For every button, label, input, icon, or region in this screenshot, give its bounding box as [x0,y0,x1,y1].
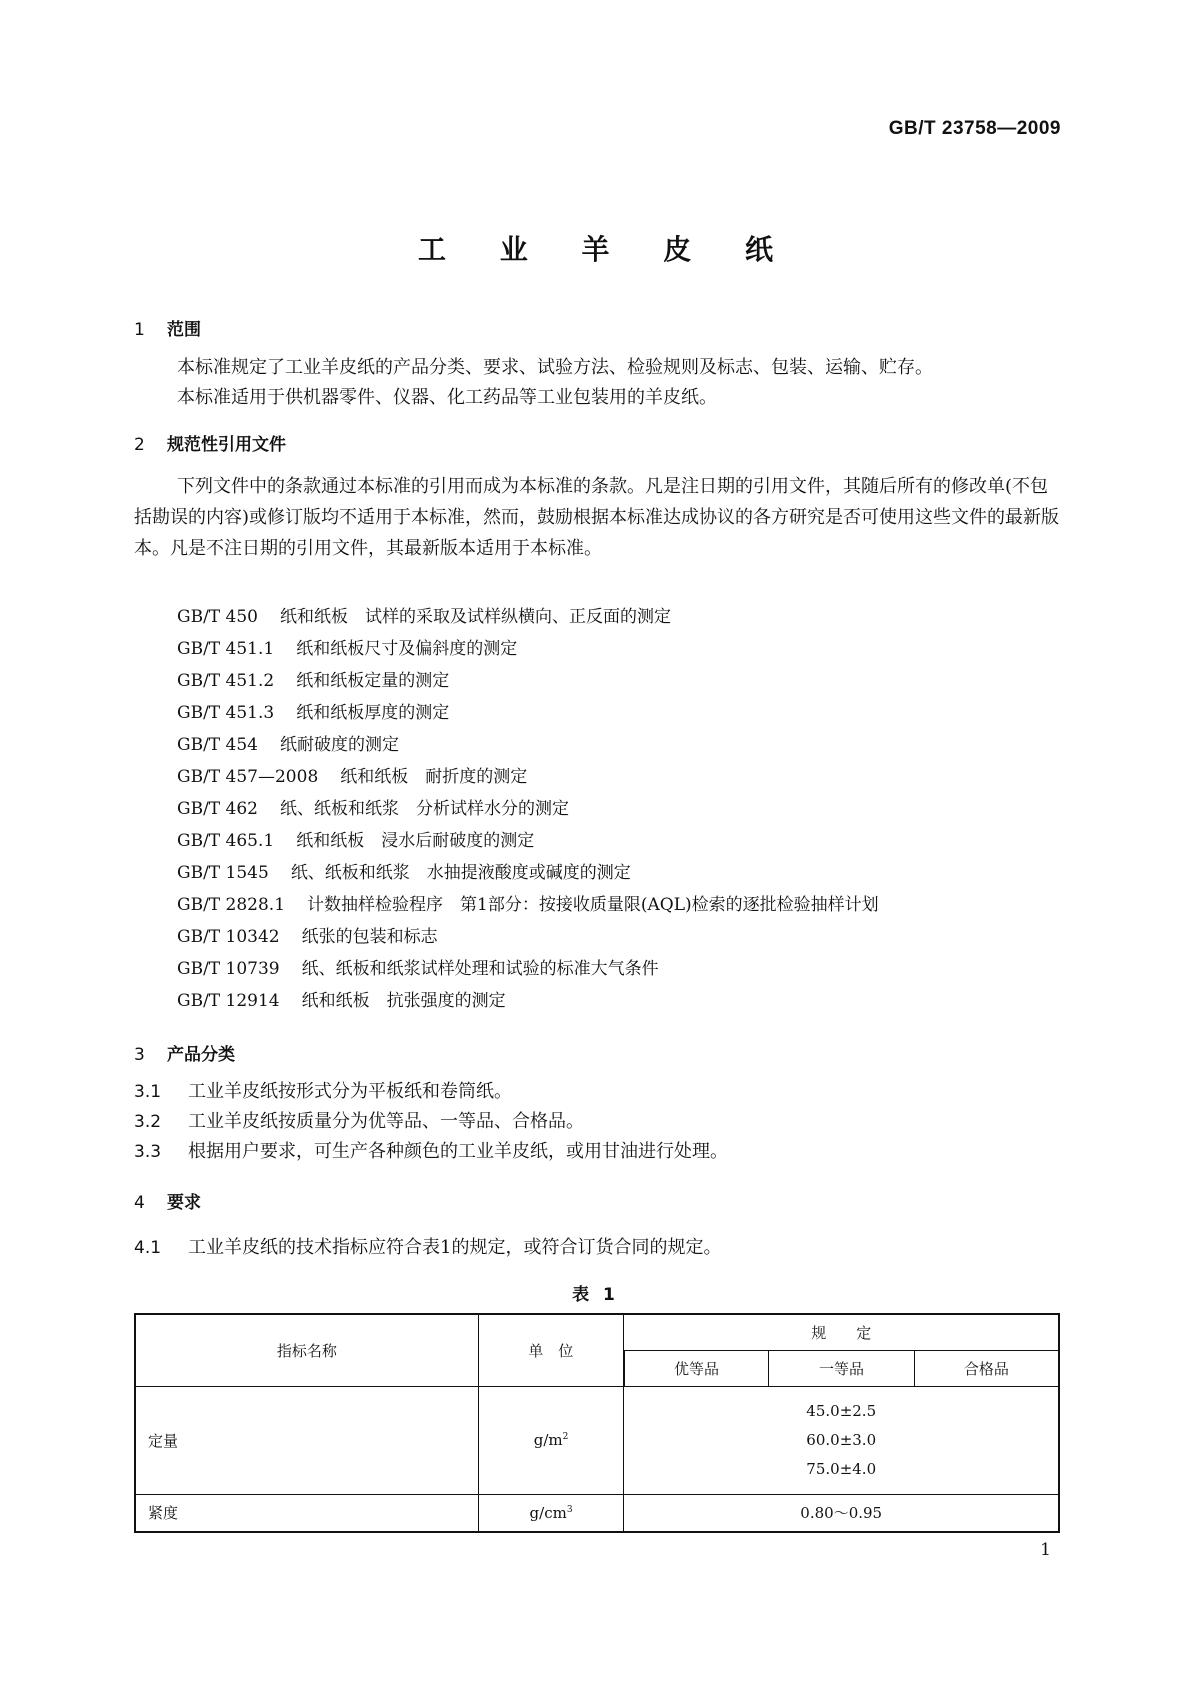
reference-item [177,857,879,889]
spec-values [624,1386,1059,1494]
table-caption: 表 1 [572,1285,619,1305]
section-3-heading [134,1040,235,1065]
unit-cell [478,1494,624,1532]
clause-3-3 [134,1136,728,1168]
reference-code: GB/T 465.1 [177,831,275,851]
paragraph: 下列文件中的条款通过本标准的引用而成为本标准的条款。凡是注日期的引用文件，其随后所有的修改单(不包括勘误的内容)或修订版均不适用于本标准，然而，鼓励根据本标准达成协议的各方研究是否可使用这些文件的最新版本。凡是不注日期的引用文件，其最新版本适用于本标准。 [134,476,1060,559]
reference-item [177,665,879,697]
spec-value: 45.0±2.5 [806,1401,877,1420]
unit-exponent: 3 [566,1504,573,1515]
section-title: 范围 [167,320,201,340]
reference-title: 纸和纸板定量的测定 [296,671,450,691]
standard-code: GB/T 23758—2009 [888,118,1061,139]
section-title: 规范性引用文件 [167,435,286,455]
indicator-name: 定量 [135,1386,478,1494]
reference-item [177,697,879,729]
clause-3-2 [134,1106,584,1138]
unit-base: g/cm [529,1503,567,1522]
reference-item [177,601,879,633]
header-grade-first: 一等品 [769,1350,915,1386]
clause-text: 工业羊皮纸按形式分为平板纸和卷筒纸。 [188,1081,512,1102]
reference-item [177,729,879,761]
clause-text: 工业羊皮纸的技术指标应符合表1的规定，或符合订货合同的规定。 [188,1237,722,1258]
clause-number: 3.3 [134,1142,162,1162]
reference-item [177,889,879,921]
reference-title: 纸、纸板和纸浆 分析试样水分的测定 [280,799,569,819]
clause-text: 根据用户要求，可生产各种颜色的工业羊皮纸，或用甘油进行处理。 [188,1141,728,1162]
reference-code: GB/T 454 [177,735,258,755]
reference-code: GB/T 10342 [177,927,280,947]
clause-4-1 [134,1232,721,1264]
header-indicator: 指标名称 [135,1314,478,1386]
table-row [135,1386,1059,1494]
section-1-heading [134,315,201,340]
section-number: 3 [134,1045,145,1065]
reference-title: 纸、纸板和纸浆 水抽提液酸度或碱度的测定 [290,863,631,883]
clause-number: 3.2 [134,1112,162,1132]
unit-exponent: 2 [562,1432,569,1442]
header-spec: 规 定 [624,1314,1059,1350]
section-number: 4 [134,1193,145,1213]
reference-item [177,921,879,953]
reference-code: GB/T 1545 [177,863,269,883]
reference-title: 纸和纸板尺寸及偏斜度的测定 [296,639,518,659]
unit-base: g/m [533,1431,563,1449]
reference-item [177,825,879,857]
paragraph: 本标准适用于供机器零件、仪器、化工药品等工业包装用的羊皮纸。 [177,387,717,408]
spec-value: 60.0±3.0 [806,1430,877,1449]
reference-code: GB/T 462 [177,799,258,819]
spec-value: 75.0±4.0 [806,1459,877,1478]
reference-title: 纸、纸板和纸浆试样处理和试验的标准大气条件 [301,959,659,979]
spec-value: 0.80～0.95 [624,1494,1059,1532]
header-grade-premium: 优等品 [624,1350,769,1386]
reference-code: GB/T 450 [177,607,258,627]
reference-item [177,793,879,825]
table-row [135,1494,1059,1532]
reference-title: 纸和纸板 耐折度的测定 [340,767,528,787]
reference-code: GB/T 451.1 [177,639,275,659]
indicator-name: 紧度 [135,1494,478,1532]
reference-item [177,633,879,665]
spec-table [134,1313,1060,1533]
clause-3-1 [134,1076,512,1108]
reference-code: GB/T 2828.1 [177,895,286,915]
reference-title: 纸张的包装和标志 [301,927,438,947]
reference-title: 纸和纸板厚度的测定 [296,703,450,723]
reference-title: 纸和纸板 试样的采取及试样纵横向、正反面的测定 [280,607,671,627]
section-4-heading [134,1188,201,1213]
reference-code: GB/T 12914 [177,991,280,1011]
reference-title: 纸和纸板 浸水后耐破度的测定 [296,831,535,851]
clause-text: 工业羊皮纸按质量分为优等品、一等品、合格品。 [188,1111,584,1132]
header-unit: 单 位 [478,1314,624,1386]
document-title: 工 业 羊 皮 纸 [418,233,795,266]
clause-number: 3.1 [134,1082,162,1102]
reference-title: 计数抽样检验程序 第1部分：按接收质量限(AQL)检索的逐批检验抽样计划 [307,895,879,915]
reference-item [177,761,879,793]
reference-code: GB/T 457—2008 [177,767,319,787]
reference-code: GB/T 451.2 [177,671,275,691]
reference-item [177,985,879,1017]
section-title: 产品分类 [167,1045,235,1065]
reference-code: GB/T 451.3 [177,703,275,723]
reference-title: 纸和纸板 抗张强度的测定 [301,991,506,1011]
reference-list [177,601,879,1017]
header-grade-qualified: 合格品 [914,1350,1059,1386]
paragraph: 本标准规定了工业羊皮纸的产品分类、要求、试验方法、检验规则及标志、包装、运输、贮存。 [177,357,933,378]
reference-title: 纸耐破度的测定 [280,735,399,755]
reference-code: GB/T 10739 [177,959,280,979]
reference-item [177,953,879,985]
section-2-heading [134,430,286,455]
section-number: 2 [134,435,145,455]
page-number: 1 [1040,1540,1051,1560]
section-title: 要求 [167,1193,201,1213]
clause-number: 4.1 [134,1238,162,1258]
unit-cell [478,1386,624,1494]
section-number: 1 [134,320,145,340]
